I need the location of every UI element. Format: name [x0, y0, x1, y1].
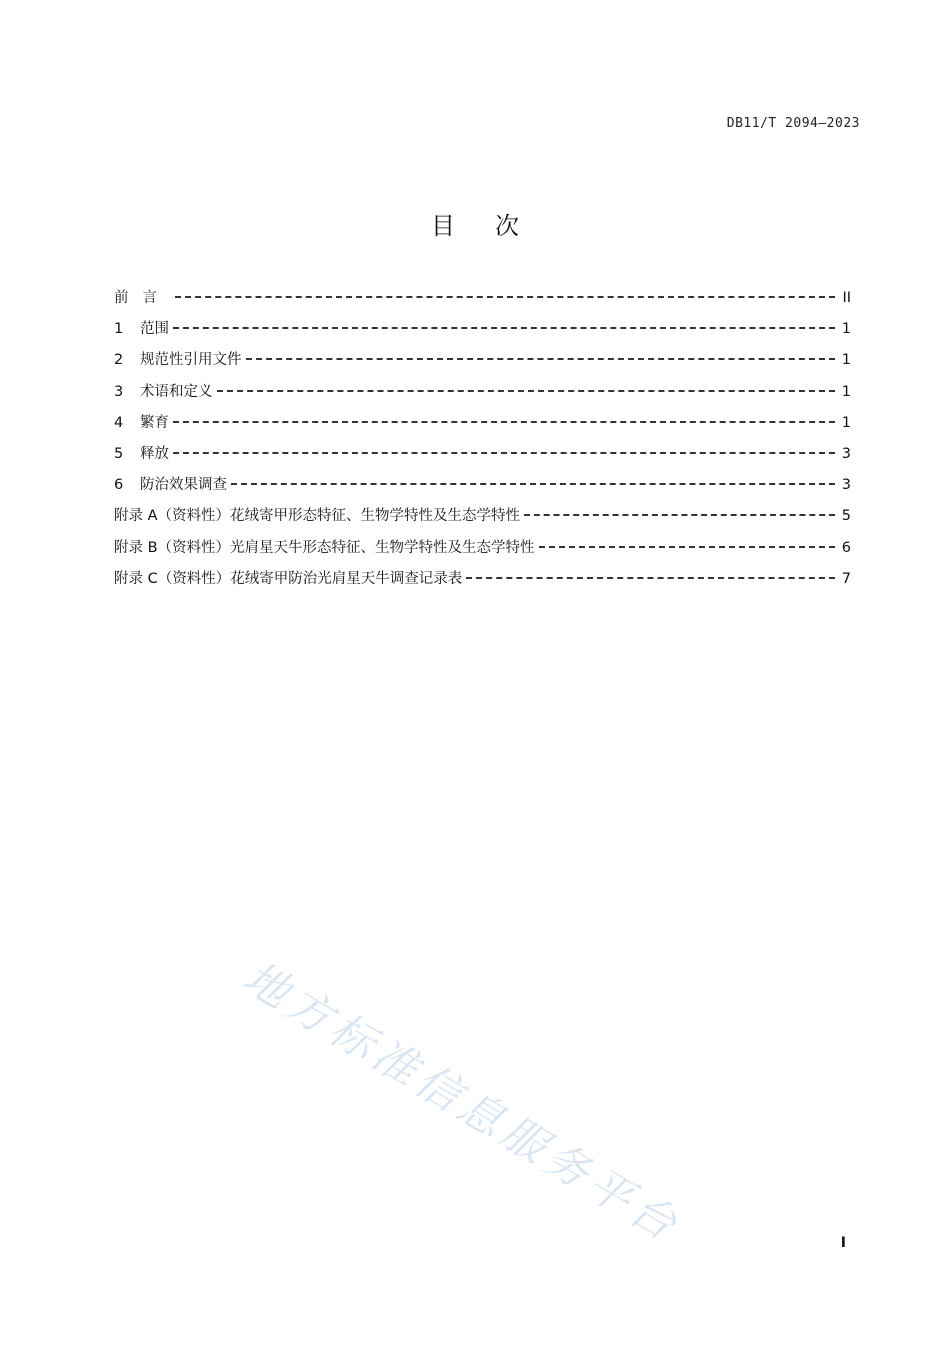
toc-section-number: 4 — [114, 414, 124, 431]
toc-section-number: 2 — [114, 352, 124, 369]
toc-entry-appendix-b[interactable] — [114, 536, 851, 567]
toc-page-number: 6 — [841, 539, 851, 556]
toc-leader-dots — [175, 296, 835, 298]
toc-entry-normative-references[interactable] — [114, 348, 851, 379]
toc-label: 术语和定义 — [140, 383, 213, 400]
toc-page-number: 7 — [841, 570, 851, 587]
toc-list — [114, 286, 851, 598]
toc-label: 附录 A（资料性）花绒寄甲形态特征、生物学特性及生态学特性 — [114, 508, 521, 525]
toc-leader-dots — [524, 514, 835, 516]
toc-entry-breeding[interactable] — [114, 411, 851, 442]
toc-title: 目次 — [431, 212, 559, 240]
toc-page-number: 3 — [841, 477, 851, 494]
toc-label: 规范性引用文件 — [140, 352, 242, 369]
toc-leader-dots — [246, 358, 836, 360]
toc-leader-dots — [173, 421, 835, 423]
document-code: DB11/T 2094—2023 — [726, 116, 860, 131]
toc-leader-dots — [173, 327, 835, 329]
toc-page-number: II — [842, 290, 851, 306]
toc-section-number: 3 — [114, 383, 124, 400]
toc-page-number: 1 — [841, 321, 851, 338]
toc-leader-dots — [217, 390, 836, 392]
toc-page-number: 1 — [841, 414, 851, 431]
toc-section-number: 1 — [114, 321, 124, 338]
toc-label: 附录 B（资料性）光肩星天牛形态特征、生物学特性及生态学特性 — [114, 539, 535, 556]
toc-label: 附录 C（资料性）花绒寄甲防治光肩星天牛调查记录表 — [114, 570, 463, 587]
toc-leader-dots — [173, 452, 835, 454]
toc-leader-dots — [231, 483, 835, 485]
toc-leader-dots — [539, 546, 835, 548]
toc-entry-appendix-a[interactable] — [114, 504, 851, 535]
toc-leader-dots — [466, 577, 835, 579]
toc-entry-scope[interactable] — [114, 317, 851, 348]
watermark: 地方标准信息服务平台 — [234, 951, 690, 1254]
toc-page-number: 3 — [841, 445, 851, 462]
toc-entry-appendix-c[interactable] — [114, 567, 851, 598]
toc-label: 繁育 — [140, 414, 169, 431]
toc-entry-foreword[interactable] — [114, 286, 851, 317]
toc-page-number: 1 — [841, 383, 851, 400]
toc-label: 释放 — [140, 445, 169, 462]
toc-label: 范围 — [140, 321, 169, 338]
toc-entry-terms-definitions[interactable] — [114, 380, 851, 411]
toc-section-number: 6 — [114, 477, 124, 494]
toc-label: 前言 — [114, 290, 171, 306]
toc-section-number: 5 — [114, 445, 124, 462]
toc-label: 防治效果调查 — [140, 477, 227, 494]
toc-entry-release[interactable] — [114, 442, 851, 473]
toc-page-number: 5 — [841, 508, 851, 525]
toc-page-number: 1 — [841, 352, 851, 369]
toc-entry-effect-survey[interactable] — [114, 473, 851, 504]
page-number: I — [840, 1235, 846, 1251]
